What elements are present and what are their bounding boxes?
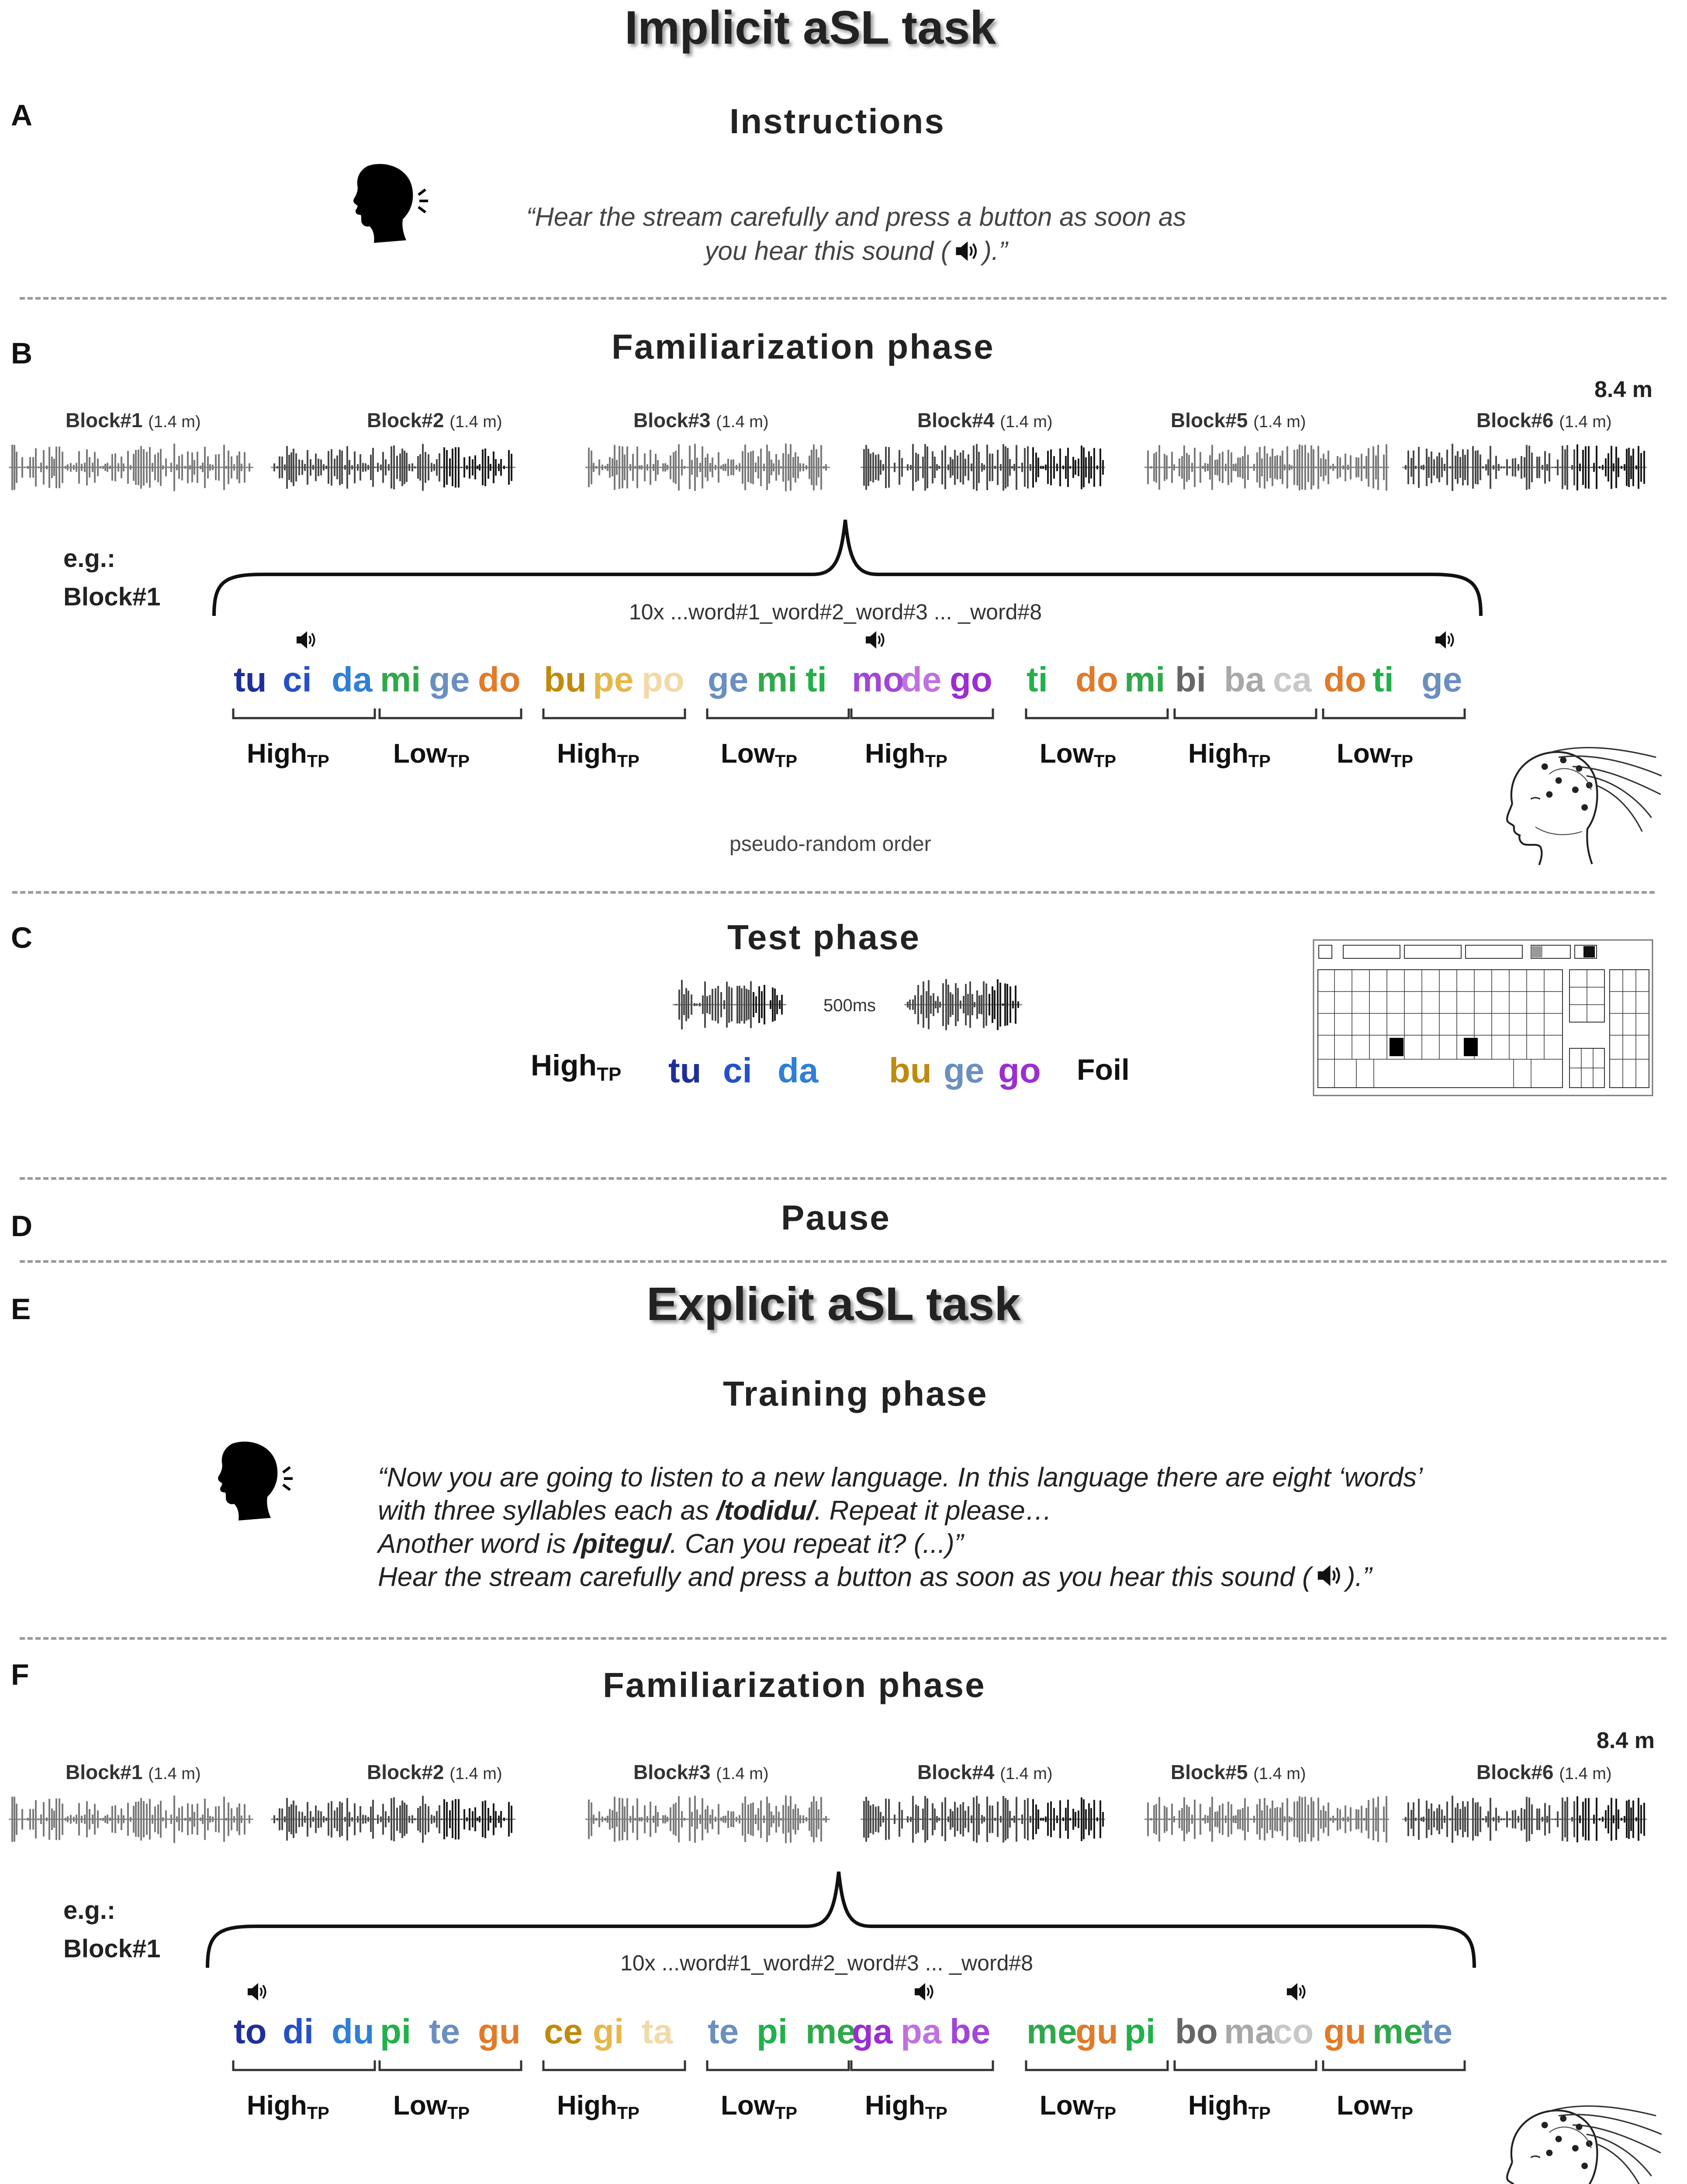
syllable: ta — [642, 2012, 673, 2051]
tp-label: Low$_{TP}$ — [1337, 739, 1414, 771]
syllable: ge — [944, 1051, 985, 1090]
block-label: Block#1 (1.4 m) — [66, 1761, 201, 1783]
word-stream-b — [0, 629, 1687, 795]
divider — [20, 1637, 1666, 1640]
syllable: tu — [668, 1051, 702, 1090]
syllable: bi — [1175, 660, 1206, 699]
training-heading: Training phase — [723, 1374, 988, 1413]
syllable: bo — [1175, 2012, 1218, 2051]
waveform — [1144, 1795, 1389, 1843]
block-label: Block#3 (1.4 m) — [633, 409, 769, 432]
total-duration: 8.4 m — [1594, 377, 1652, 402]
panel-f-heading: Familiarization phase — [603, 1666, 986, 1704]
syllable: ge — [1421, 660, 1462, 699]
block-label: Block#4 (1.4 m) — [917, 1761, 1053, 1783]
panel-b-heading: Familiarization phase — [612, 327, 995, 366]
word-bracket — [706, 2060, 850, 2077]
instruction-line-2: you hear this sound ( ).” — [705, 236, 1008, 266]
training-instruction — [378, 1461, 1423, 1594]
example-label: e.g.: Block#1 — [63, 1896, 161, 1963]
tp-label: Low$_{TP}$ — [1337, 2091, 1414, 2123]
syllable: gu — [1075, 2012, 1118, 2051]
waveform — [904, 978, 1022, 1031]
speaker-icon — [864, 629, 886, 651]
waveform — [585, 443, 830, 491]
syllable: mi — [1124, 660, 1165, 699]
syllable: me — [805, 2012, 856, 2051]
panel-a-letter: A — [11, 99, 33, 132]
panel-f-letter: F — [11, 1658, 29, 1691]
waveform — [9, 443, 253, 491]
syllable: pa — [901, 2012, 942, 2051]
syllable: de — [901, 660, 942, 699]
tp-label: High$_{TP}$ — [557, 739, 640, 771]
speaker-icon — [1316, 1562, 1342, 1589]
divider — [20, 1260, 1666, 1263]
loop-label: 10x ...word#1_word#2_word#3 ... _word#8 — [629, 600, 1042, 624]
syllable: ci — [283, 660, 312, 699]
waveform — [1402, 1795, 1647, 1843]
syllable: mi — [380, 660, 421, 699]
block-row-f — [0, 1760, 1687, 1848]
tp-label: High$_{TP}$ — [557, 2091, 640, 2123]
word-bracket — [1173, 708, 1317, 725]
word-bracket — [706, 708, 850, 725]
syllable: ti — [1372, 660, 1394, 699]
waveform — [271, 443, 515, 491]
eeg-head-icon — [1472, 2088, 1673, 2184]
tp-label: High$_{TP}$ — [1188, 739, 1271, 771]
training-line-4: Hear the stream carefully and press a button as soon as you hear this sound ( ).” — [378, 1562, 1372, 1592]
word-bracket — [1322, 2060, 1466, 2077]
syllable: be — [950, 2012, 991, 2051]
instruction-line-1: “Hear the stream carefully and press a button as soon as — [526, 202, 1186, 232]
syllable: di — [283, 2012, 314, 2051]
block-label: Block#3 (1.4 m) — [633, 1761, 769, 1783]
waveform — [9, 1795, 253, 1843]
syllable: pi — [1124, 2012, 1156, 2051]
example-label: e.g.: Block#1 — [63, 544, 161, 611]
speaking-head-icon — [197, 1435, 293, 1522]
explicit-title: Explicit aSL task — [646, 1277, 1021, 1330]
waveform — [1402, 443, 1647, 491]
divider — [12, 891, 1655, 894]
speaker-icon — [1285, 1981, 1307, 2003]
speaker-icon — [295, 629, 317, 651]
word-bracket — [1025, 2060, 1169, 2077]
panel-c-letter: C — [11, 921, 33, 954]
waveform — [861, 443, 1105, 491]
syllable: te — [708, 2012, 739, 2051]
block-label: Block#6 (1.4 m) — [1476, 1761, 1612, 1783]
test-c — [0, 978, 1310, 1109]
tp-label: Low$_{TP}$ — [1040, 2091, 1117, 2123]
syllable: tu — [234, 660, 267, 699]
syllable: gu — [1324, 2012, 1366, 2051]
tp-label: High$_{TP}$ — [865, 739, 947, 771]
syllable: mo — [852, 660, 904, 699]
syllable: mi — [757, 660, 798, 699]
implicit-title: Implicit aSL task — [625, 1, 996, 54]
syllable: bu — [544, 660, 587, 699]
syllable: to — [234, 2012, 267, 2051]
panel-d-heading: Pause — [781, 1198, 891, 1237]
syllable: do — [1075, 660, 1118, 699]
syllable: ca — [1273, 660, 1312, 699]
keyboard-icon — [1310, 939, 1656, 1096]
left-label: High$_{TP}$ — [531, 1049, 622, 1085]
word-bracket — [1173, 2060, 1317, 2077]
word-bracket — [850, 2060, 994, 2077]
word-stream-f — [0, 1981, 1687, 2147]
syllable: ce — [544, 2012, 583, 2051]
divider — [20, 297, 1666, 300]
word-bracket — [378, 708, 522, 725]
word-bracket — [542, 2060, 686, 2077]
tp-label: Low$_{TP}$ — [1040, 739, 1117, 771]
waveform — [1144, 443, 1389, 491]
speaker-icon — [954, 239, 978, 263]
panel-a-instruction — [498, 200, 1214, 268]
syllable: ti — [805, 660, 827, 699]
syllable: te — [429, 2012, 460, 2051]
syllable: bu — [889, 1051, 932, 1090]
divider — [20, 1177, 1666, 1180]
word-bracket — [232, 2060, 376, 2077]
block-row-b — [0, 408, 1687, 496]
speaker-icon — [913, 1981, 935, 2003]
syllable: do — [1324, 660, 1366, 699]
block-label: Block#5 (1.4 m) — [1171, 409, 1306, 432]
block-label: Block#2 (1.4 m) — [367, 1761, 502, 1783]
total-duration: 8.4 m — [1597, 1728, 1655, 1753]
syllable: ge — [429, 660, 470, 699]
tp-label: High$_{TP}$ — [247, 739, 329, 771]
syllable: ba — [1224, 660, 1265, 699]
syllable: te — [1421, 2012, 1453, 2051]
syllable: do — [478, 660, 521, 699]
syllable: gu — [478, 2012, 521, 2051]
word-bracket — [378, 2060, 522, 2077]
syllable: ga — [852, 2012, 893, 2051]
tp-label: High$_{TP}$ — [247, 2091, 329, 2123]
waveform — [673, 978, 786, 1031]
speaker-icon — [1434, 629, 1455, 651]
tp-label: Low$_{TP}$ — [721, 2091, 798, 2123]
panel-d-letter: D — [11, 1209, 33, 1243]
syllable: po — [642, 660, 684, 699]
word-bracket — [232, 708, 376, 725]
syllable: pi — [380, 2012, 411, 2051]
training-line-1: “Now you are going to listen to a new language. In this language there are eight ‘words’ — [378, 1462, 1423, 1493]
order-label: pseudo-random order — [729, 833, 931, 856]
panel-c-heading: Test phase — [727, 918, 920, 957]
tp-label: High$_{TP}$ — [1188, 2091, 1271, 2123]
tp-label: Low$_{TP}$ — [393, 739, 470, 771]
block-label: Block#2 (1.4 m) — [367, 409, 502, 432]
block-label: Block#5 (1.4 m) — [1171, 1761, 1306, 1783]
eeg-head-icon — [1472, 729, 1673, 878]
tp-label: Low$_{TP}$ — [393, 2091, 470, 2123]
waveform — [861, 1795, 1105, 1843]
syllable: da — [332, 660, 373, 699]
syllable: ti — [1027, 660, 1048, 699]
training-line-2: with three syllables each as /todidu/. Repeat it please… — [378, 1496, 1052, 1526]
syllable: du — [332, 2012, 374, 2051]
speaker-icon — [246, 1981, 268, 2003]
right-label: Foil — [1077, 1053, 1130, 1086]
waveform — [271, 1795, 515, 1843]
word-bracket — [1322, 708, 1466, 725]
syllable: gi — [593, 2012, 624, 2051]
syllable: me — [1372, 2012, 1423, 2051]
syllable: go — [998, 1051, 1041, 1090]
word-bracket — [850, 708, 994, 725]
syllable: pi — [757, 2012, 788, 2051]
waveform — [585, 1795, 830, 1843]
loop-label: 10x ...word#1_word#2_word#3 ... _word#8 — [620, 1951, 1034, 1975]
syllable: go — [950, 660, 992, 699]
panel-a-heading: Instructions — [729, 102, 945, 141]
word-bracket — [1025, 708, 1169, 725]
syllable: ge — [708, 660, 749, 699]
syllable: pe — [593, 660, 634, 699]
panel-e-letter: E — [11, 1292, 31, 1326]
block-label: Block#4 (1.4 m) — [917, 409, 1053, 432]
syllable: ci — [723, 1051, 752, 1090]
block-label: Block#1 (1.4 m) — [66, 409, 201, 432]
syllable: me — [1027, 2012, 1077, 2051]
tp-label: High$_{TP}$ — [865, 2091, 947, 2123]
syllable: co — [1273, 2012, 1314, 2051]
panel-b-letter: B — [11, 337, 33, 370]
tp-label: Low$_{TP}$ — [721, 739, 798, 771]
interval-label: 500ms — [823, 996, 876, 1015]
word-bracket — [542, 708, 686, 725]
training-line-3: Another word is /pitegu/. Can you repeat it? (...)” — [378, 1529, 964, 1559]
speaking-head-icon — [332, 157, 428, 245]
block-label: Block#6 (1.4 m) — [1476, 409, 1612, 432]
syllable: da — [778, 1051, 819, 1090]
syllable: ma — [1224, 2012, 1275, 2051]
